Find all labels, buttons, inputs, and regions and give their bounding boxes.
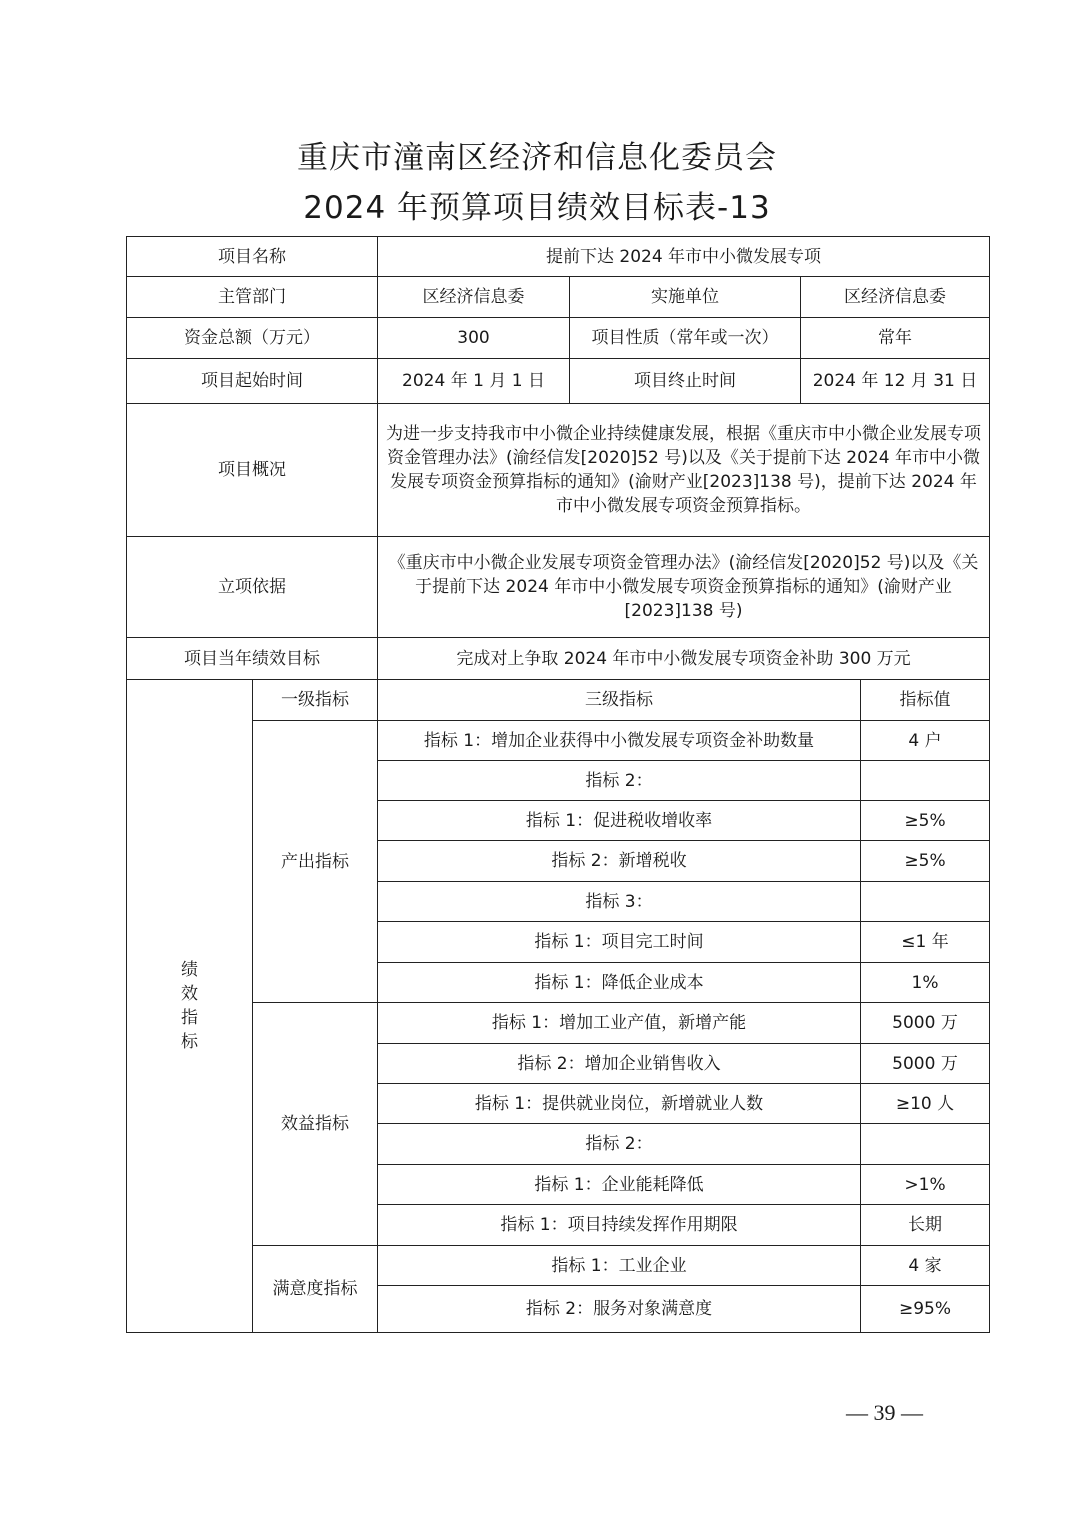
end-value: 2024 年 12 月 31 日 bbox=[801, 359, 990, 404]
indicator-value: 长期 bbox=[861, 1205, 990, 1246]
perf-label-char: 标 bbox=[181, 1032, 198, 1052]
indicator-value: 5000 万 bbox=[861, 1003, 990, 1044]
perf-label-char: 指 bbox=[181, 1008, 198, 1028]
dept-label: 主管部门 bbox=[127, 277, 378, 318]
indicator-text: 指标 2：新增税收 bbox=[378, 841, 861, 882]
performance-table bbox=[126, 236, 990, 1333]
indicator-value: ≥5% bbox=[861, 801, 990, 841]
indicator-text: 指标 2： bbox=[378, 761, 861, 801]
fund-value: 300 bbox=[378, 318, 570, 359]
start-value: 2024 年 1 月 1 日 bbox=[378, 359, 570, 404]
indicator-text: 指标 2：增加企业销售收入 bbox=[378, 1044, 861, 1084]
indicator-value: >1% bbox=[861, 1165, 990, 1205]
end-label: 项目终止时间 bbox=[570, 359, 801, 404]
indicator-text: 指标 1：降低企业成本 bbox=[378, 963, 861, 1003]
indicator-text: 指标 1：促进税收增收率 bbox=[378, 801, 861, 841]
perf-label-char: 绩 bbox=[181, 960, 198, 980]
value-header: 指标值 bbox=[861, 680, 990, 721]
indicator-text: 指标 1：工业企业 bbox=[378, 1246, 861, 1286]
indicator-value: ≥95% bbox=[861, 1286, 990, 1333]
document-title-line1: 重庆市潼南区经济和信息化委员会 bbox=[297, 140, 777, 176]
indicator-value: 4 家 bbox=[861, 1246, 990, 1286]
indicator-value: ≥10 人 bbox=[861, 1084, 990, 1124]
overview-label: 项目概况 bbox=[127, 404, 378, 537]
start-label: 项目起始时间 bbox=[127, 359, 378, 404]
document-title-line2: 2024 年预算项目绩效目标表-13 bbox=[303, 190, 771, 226]
indicator-text: 指标 1：增加工业产值，新增产能 bbox=[378, 1003, 861, 1044]
group-name-benefit: 效益指标 bbox=[253, 1003, 378, 1246]
indicator-text: 指标 2：服务对象满意度 bbox=[378, 1286, 861, 1333]
indicator-value: 5000 万 bbox=[861, 1044, 990, 1084]
fund-label: 资金总额（万元） bbox=[127, 318, 378, 359]
goal-text: 完成对上争取 2024 年市中小微发展专项资金补助 300 万元 bbox=[378, 638, 990, 680]
goal-label: 项目当年绩效目标 bbox=[127, 638, 378, 680]
level3-header: 三级指标 bbox=[378, 680, 861, 721]
indicator-value bbox=[861, 761, 990, 801]
page-number: — 39 — bbox=[846, 1400, 923, 1425]
basis-label: 立项依据 bbox=[127, 537, 378, 638]
indicator-text: 指标 2： bbox=[378, 1124, 861, 1165]
indicator-text: 指标 1：提供就业岗位，新增就业人数 bbox=[378, 1084, 861, 1124]
indicator-value: 4 户 bbox=[861, 721, 990, 761]
nature-value: 常年 bbox=[801, 318, 990, 359]
group-name-output: 产出指标 bbox=[253, 721, 378, 1003]
impl-label: 实施单位 bbox=[570, 277, 801, 318]
indicator-value bbox=[861, 1124, 990, 1165]
project-name-label: 项目名称 bbox=[127, 237, 378, 277]
impl-value: 区经济信息委 bbox=[801, 277, 990, 318]
indicator-value: 1% bbox=[861, 963, 990, 1003]
indicator-text: 指标 1：项目持续发挥作用期限 bbox=[378, 1205, 861, 1246]
level1-header: 一级指标 bbox=[253, 680, 378, 721]
indicator-value: ≤1 年 bbox=[861, 922, 990, 963]
dept-value: 区经济信息委 bbox=[378, 277, 570, 318]
basis-text: 《重庆市中小微企业发展专项资金管理办法》(渝经信发[2020]52 号)以及《关于提前下达 2024 年市中小微发展专项资金预算指标的通知》(渝财产业[2023]138 号) bbox=[378, 537, 990, 638]
indicator-value bbox=[861, 882, 990, 922]
indicator-text: 指标 3： bbox=[378, 882, 861, 922]
indicator-text: 指标 1：企业能耗降低 bbox=[378, 1165, 861, 1205]
overview-text: 为进一步支持我市中小微企业持续健康发展，根据《重庆市中小微企业发展专项资金管理办法》(渝经信发[2020]52 号)以及《关于提前下达 2024 年市中小微发展专项资金预算指标的通知》(渝财产业[2023]138 号)，提前下达 2024 年市中小微发展专项资金预算指标。 bbox=[378, 404, 990, 537]
indicator-text: 指标 1：项目完工时间 bbox=[378, 922, 861, 963]
group-name-satisfaction: 满意度指标 bbox=[253, 1246, 378, 1333]
perf-indicator-label bbox=[127, 680, 253, 1333]
nature-label: 项目性质（常年或一次） bbox=[570, 318, 801, 359]
indicator-text: 指标 1：增加企业获得中小微发展专项资金补助数量 bbox=[378, 721, 861, 761]
indicator-value: ≥5% bbox=[861, 841, 990, 882]
project-name-value: 提前下达 2024 年市中小微发展专项 bbox=[378, 237, 990, 277]
perf-label-char: 效 bbox=[181, 984, 198, 1004]
